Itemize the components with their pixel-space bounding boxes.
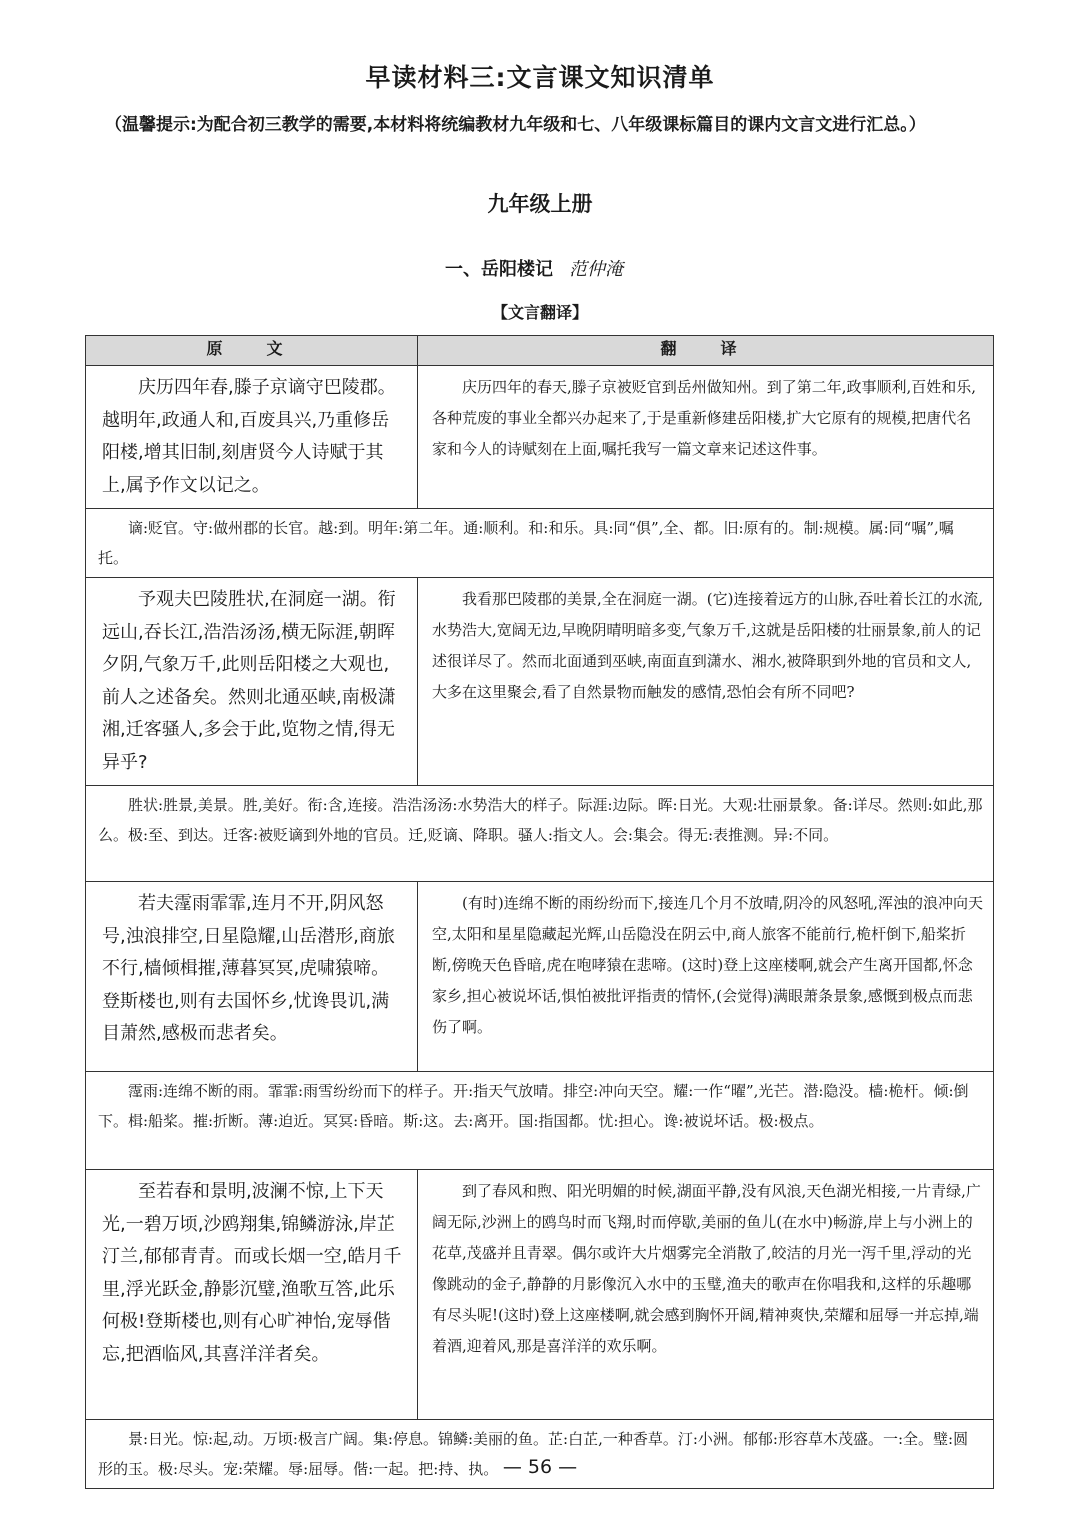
lesson-heading — [445, 255, 623, 281]
table-row — [86, 882, 994, 1072]
table-row — [86, 578, 994, 786]
notes-row — [86, 1072, 994, 1170]
tip-text: （温馨提示:为配合初三教学的需要,本材料将统编教材九年级和七、八年级课标篇目的课内文言文进行汇总。） — [105, 115, 926, 135]
notes-cell: 胜状:胜景,美景。胜,美好。衔:含,连接。浩浩汤汤:水势浩大的样子。际涯:边际。晖:日光。大观:壮丽景象。备:详尽。然则:如此,那么。极:至、到达。迁客:被贬谪到外地的官员。迁,贬谪、降职。骚人:指文人。会:集会。得无:表推测。异:不同。 — [86, 786, 994, 882]
grade-heading: 九年级上册 — [487, 192, 593, 216]
translation-cell: 庆历四年的春天,滕子京被贬官到岳州做知州。到了第二年,政事顺利,百姓和乐,各种荒废的事业全都兴办起来了,于是重新修建岳阳楼,扩大它原有的规模,把唐代名家和今人的诗赋刻在上面,嘱托我写一篇文章来记述这件事。 — [418, 366, 994, 509]
table-row — [86, 1170, 994, 1420]
original-cell: 至若春和景明,波澜不惊,上下天光,一碧万顷,沙鸥翔集,锦鳞游泳,岸芷汀兰,郁郁青青。而或长烟一空,皓月千里,浮光跃金,静影沉璧,渔歌互答,此乐何极!登斯楼也,则有心旷神怡,宠辱偕忘,把酒临风,其喜洋洋者矣。 — [86, 1170, 418, 1420]
original-cell: 予观夫巴陵胜状,在洞庭一湖。衔远山,吞长江,浩浩汤汤,横无际涯,朝晖夕阴,气象万千,此则岳阳楼之大观也,前人之述备矣。然则北通巫峡,南极潇湘,迁客骚人,多会于此,览物之情,得无异乎? — [86, 578, 418, 786]
original-cell: 庆历四年春,滕子京谪守巴陵郡。越明年,政通人和,百废具兴,乃重修岳阳楼,增其旧制,刻唐贤今人诗赋于其上,属予作文以记之。 — [86, 366, 418, 509]
header-translation: 翻 译 — [418, 336, 994, 366]
notes-cell: 谪:贬官。守:做州郡的长官。越:到。明年:第二年。通:顺利。和:和乐。具:同“俱”,全、都。旧:原有的。制:规模。属:同“嘱”,嘱托。 — [86, 509, 994, 578]
lesson-name: 一、岳阳楼记 — [445, 259, 553, 280]
header-original: 原 文 — [86, 336, 418, 366]
notes-row — [86, 1420, 994, 1489]
notes-row — [86, 786, 994, 882]
translation-cell: (有时)连绵不断的雨纷纷而下,接连几个月不放晴,阴冷的风怒吼,浑浊的浪冲向天空,太阳和星星隐藏起光辉,山岳隐没在阴云中,商人旅客不能前行,桅杆倒下,船桨折断,傍晚天色昏暗,虎在咆哮猿在悲啼。(这时)登上这座楼啊,就会产生离开国都,怀念家乡,担心被说坏话,惧怕被批评指责的情怀,(会觉得)满眼萧条景象,感慨到极点而悲伤了啊。 — [418, 882, 994, 1072]
translation-cell: 到了春风和煦、阳光明媚的时候,湖面平静,没有风浪,天色湖光相接,一片青绿,广阔无际,沙洲上的鸥鸟时而飞翔,时而停歇,美丽的鱼儿(在水中)畅游,岸上与小洲上的花草,茂盛并且青翠。偶尔或许大片烟雾完全消散了,皎洁的月光一泻千里,浮动的光像跳动的金子,静静的月影像沉入水中的玉璧,渔夫的歌声在你唱我和,这样的乐趣哪有尽头呢!(这时)登上这座楼啊,就会感到胸怀开阔,精神爽快,荣耀和屈辱一并忘掉,端着酒,迎着风,那是喜洋洋的欢乐啊。 — [418, 1170, 994, 1420]
section-heading: 【文言翻译】 — [491, 303, 588, 322]
translation-table — [85, 335, 994, 1489]
table-header-row — [86, 336, 994, 366]
translation-cell: 我看那巴陵郡的美景,全在洞庭一湖。(它)连接着远方的山脉,吞吐着长江的水流,水势浩大,宽阔无边,早晚阴晴明暗多变,气象万千,这就是岳阳楼的壮丽景象,前人的记述很详尽了。然而北面通到巫峡,南面直到潇水、湘水,被降职到外地的官员和文人,大多在这里聚会,看了自然景物而触发的感情,恐怕会有所不同吧? — [418, 578, 994, 786]
lesson-author: 范仲淹 — [569, 259, 623, 280]
notes-row — [86, 509, 994, 578]
page-title: 早读材料三:文言课文知识清单 — [365, 63, 715, 92]
original-cell: 若夫霪雨霏霏,连月不开,阴风怒号,浊浪排空,日星隐耀,山岳潜形,商旅不行,樯倾楫摧,薄暮冥冥,虎啸猿啼。登斯楼也,则有去国怀乡,忧谗畏讥,满目萧然,感极而悲者矣。 — [86, 882, 418, 1072]
page-number: — 56 — — [502, 1456, 578, 1478]
notes-cell: 景:日光。惊:起,动。万顷:极言广阔。集:停息。锦鳞:美丽的鱼。芷:白芷,一种香草。汀:小洲。郁郁:形容草木茂盛。一:全。璧:圆形的玉。极:尽头。宠:荣耀。辱:屈辱。偕:一起。把:持、执。 — [86, 1420, 994, 1489]
table-row — [86, 366, 994, 509]
notes-cell: 霪雨:连绵不断的雨。霏霏:雨雪纷纷而下的样子。开:指天气放晴。排空:冲向天空。耀:一作“曜”,光芒。潜:隐没。樯:桅杆。倾:倒下。楫:船桨。摧:折断。薄:迫近。冥冥:昏暗。斯:这。去:离开。国:指国都。忧:担心。谗:被说坏话。极:极点。 — [86, 1072, 994, 1170]
